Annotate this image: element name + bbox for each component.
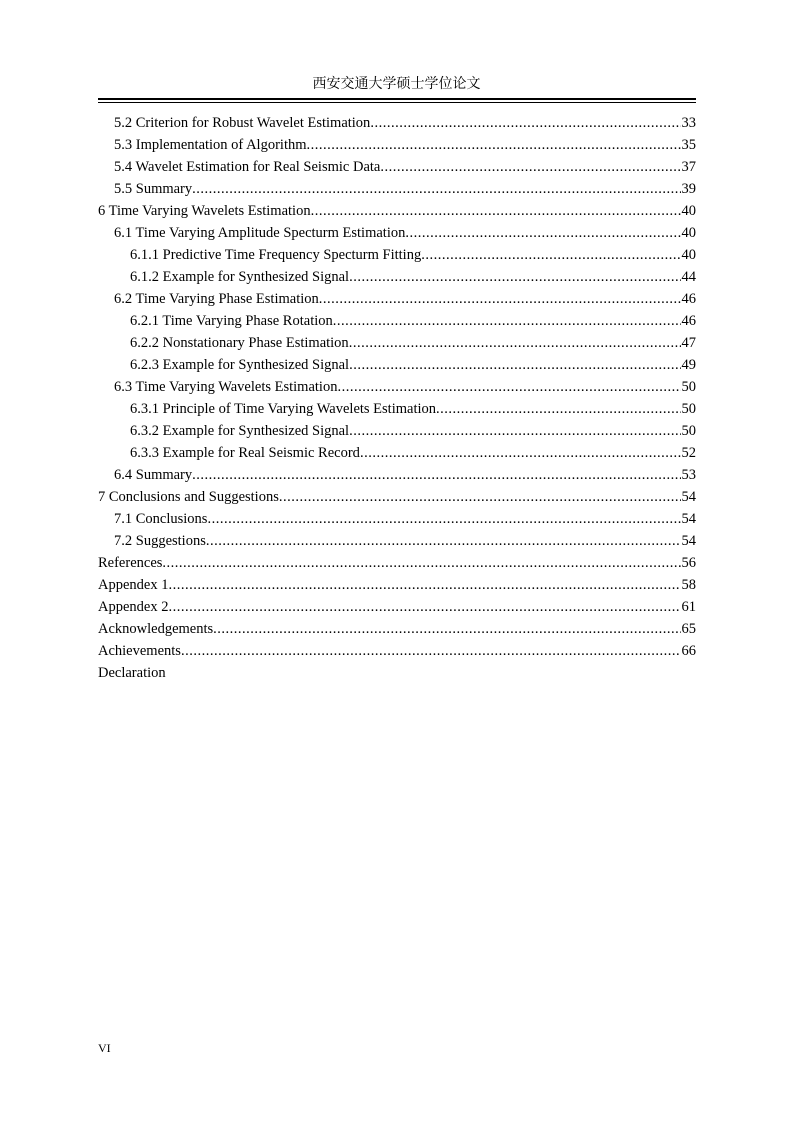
toc-entry-title: Acknowledgements <box>98 621 214 637</box>
toc-dot-leader <box>311 200 681 222</box>
toc-entry-page: 46 <box>681 291 696 307</box>
toc-entry[interactable] <box>98 486 696 508</box>
toc-entry[interactable] <box>98 310 696 332</box>
toc-entry-title: 6.1 Time Varying Amplitude Specturm Estimation <box>114 225 406 241</box>
toc-entry-title: 6.2.2 Nonstationary Phase Estimation <box>130 335 349 351</box>
toc-entry-page: 50 <box>681 379 696 395</box>
page-number: VI <box>98 1041 111 1055</box>
toc-dot-leader <box>349 420 680 442</box>
toc-entry[interactable] <box>98 442 696 464</box>
header-rule-thick <box>98 98 696 100</box>
toc-entry-page: 58 <box>681 577 696 593</box>
toc-entry-page: 56 <box>681 555 696 571</box>
toc-entry-title: Declaration <box>98 665 166 681</box>
toc-dot-leader <box>307 134 681 156</box>
toc-entry[interactable] <box>98 156 696 178</box>
toc-entry-title: Appendex 2 <box>98 599 169 615</box>
toc-entry[interactable] <box>98 354 696 376</box>
toc-entry[interactable] <box>98 332 696 354</box>
toc-entry-title: 6.3 Time Varying Wavelets Estimation <box>114 379 338 395</box>
toc-entry-title: 5.2 Criterion for Robust Wavelet Estimation <box>114 115 371 131</box>
toc-dot-leader <box>207 508 680 530</box>
toc-entry-title: 6.3.2 Example for Synthesized Signal <box>130 423 350 439</box>
toc-entry[interactable] <box>98 376 696 398</box>
toc-entry[interactable] <box>98 244 696 266</box>
toc-dot-leader <box>421 244 680 266</box>
toc-dot-leader <box>360 442 681 464</box>
toc-dot-leader <box>181 640 681 662</box>
toc-entry-title: 6.1.1 Predictive Time Frequency Specturm Fitting <box>130 247 422 263</box>
toc-entry-page: 65 <box>681 621 696 637</box>
toc-dot-leader <box>192 178 680 200</box>
toc-entry[interactable] <box>98 662 696 684</box>
toc-dot-leader <box>192 464 680 486</box>
toc-entry[interactable] <box>98 266 696 288</box>
toc-entry-page: 66 <box>681 643 696 659</box>
toc-entry-page: 54 <box>681 511 696 527</box>
toc-entry-title: References <box>98 555 163 571</box>
toc-entry-title: 6.4 Summary <box>114 467 193 483</box>
toc-entry-page: 35 <box>681 137 696 153</box>
toc-entry[interactable] <box>98 508 696 530</box>
toc-entry[interactable] <box>98 420 696 442</box>
toc-entry-title: 7 Conclusions and Suggestions <box>98 489 279 505</box>
toc-entry[interactable] <box>98 398 696 420</box>
toc-dot-leader <box>206 530 681 552</box>
toc-entry[interactable] <box>98 200 696 222</box>
toc-entry-title: 6.2.3 Example for Synthesized Signal <box>130 357 350 373</box>
toc-dot-leader <box>405 222 680 244</box>
toc-entry-title: 6.2 Time Varying Phase Estimation <box>114 291 319 307</box>
header-rule-thin <box>98 102 696 103</box>
toc-entry-title: Appendex 1 <box>98 577 169 593</box>
toc-dot-leader <box>349 354 680 376</box>
toc-entry-page: 61 <box>681 599 696 615</box>
toc-entry-title: 6.3.1 Principle of Time Varying Wavelets Estimation <box>130 401 437 417</box>
toc-entry-page: 46 <box>681 313 696 329</box>
toc-dot-leader <box>436 398 680 420</box>
toc-dot-leader <box>349 266 680 288</box>
toc-entry-title: 7.2 Suggestions <box>114 533 206 549</box>
toc-entry-page: 47 <box>681 335 696 351</box>
toc-entry[interactable] <box>98 112 696 134</box>
toc-entry[interactable] <box>98 596 696 618</box>
toc-dot-leader <box>337 376 680 398</box>
page-header-title: 西安交通大学硕士学位论文 <box>312 77 481 92</box>
toc-entry-page: 40 <box>681 225 696 241</box>
toc-dot-leader <box>162 552 680 574</box>
toc-entry-title: 6.2.1 Time Varying Phase Rotation <box>130 313 333 329</box>
toc-entry-page: 53 <box>681 467 696 483</box>
toc-entry-title: 6 Time Varying Wavelets Estimation <box>98 203 311 219</box>
toc-entry-title: 6.1.2 Example for Synthesized Signal <box>130 269 350 285</box>
toc-dot-leader <box>333 310 681 332</box>
toc-entry[interactable] <box>98 552 696 574</box>
toc-entry[interactable] <box>98 618 696 640</box>
toc-entry-title: 6.3.3 Example for Real Seismic Record <box>130 445 360 461</box>
toc-entry[interactable] <box>98 134 696 156</box>
toc-dot-leader <box>213 618 680 640</box>
toc-entry-page: 37 <box>681 159 696 175</box>
toc-dot-leader <box>168 574 680 596</box>
toc-entry-page: 40 <box>681 203 696 219</box>
toc-dot-leader <box>168 596 680 618</box>
toc-entry-page: 50 <box>681 423 696 439</box>
toc-entry[interactable] <box>98 530 696 552</box>
toc-entry-title: Achievements <box>98 643 181 659</box>
toc-entry[interactable] <box>98 288 696 310</box>
toc-entry-page: 44 <box>681 269 696 285</box>
toc-entry[interactable] <box>98 222 696 244</box>
toc-dot-leader <box>279 486 681 508</box>
toc-entry-page: 49 <box>681 357 696 373</box>
toc-entry-page: 54 <box>681 533 696 549</box>
toc-entry-page: 52 <box>681 445 696 461</box>
toc-entry-page: 50 <box>681 401 696 417</box>
toc-entry-title: 5.5 Summary <box>114 181 193 197</box>
toc-entry[interactable] <box>98 574 696 596</box>
toc-dot-leader <box>349 332 681 354</box>
toc-entry[interactable] <box>98 640 696 662</box>
toc-entry-title: 7.1 Conclusions <box>114 511 208 527</box>
toc-entry-title: 5.4 Wavelet Estimation for Real Seismic Data <box>114 159 381 175</box>
toc-entry-title: 5.3 Implementation of Algorithm <box>114 137 307 153</box>
table-of-contents <box>98 112 696 684</box>
toc-entry-page: 54 <box>681 489 696 505</box>
toc-entry-page: 39 <box>681 181 696 197</box>
toc-entry-page: 33 <box>681 115 696 131</box>
toc-dot-leader <box>319 288 681 310</box>
toc-entry-page: 40 <box>681 247 696 263</box>
toc-entry[interactable] <box>98 464 696 486</box>
toc-entry[interactable] <box>98 178 696 200</box>
toc-dot-leader <box>380 156 680 178</box>
toc-dot-leader <box>370 112 680 134</box>
